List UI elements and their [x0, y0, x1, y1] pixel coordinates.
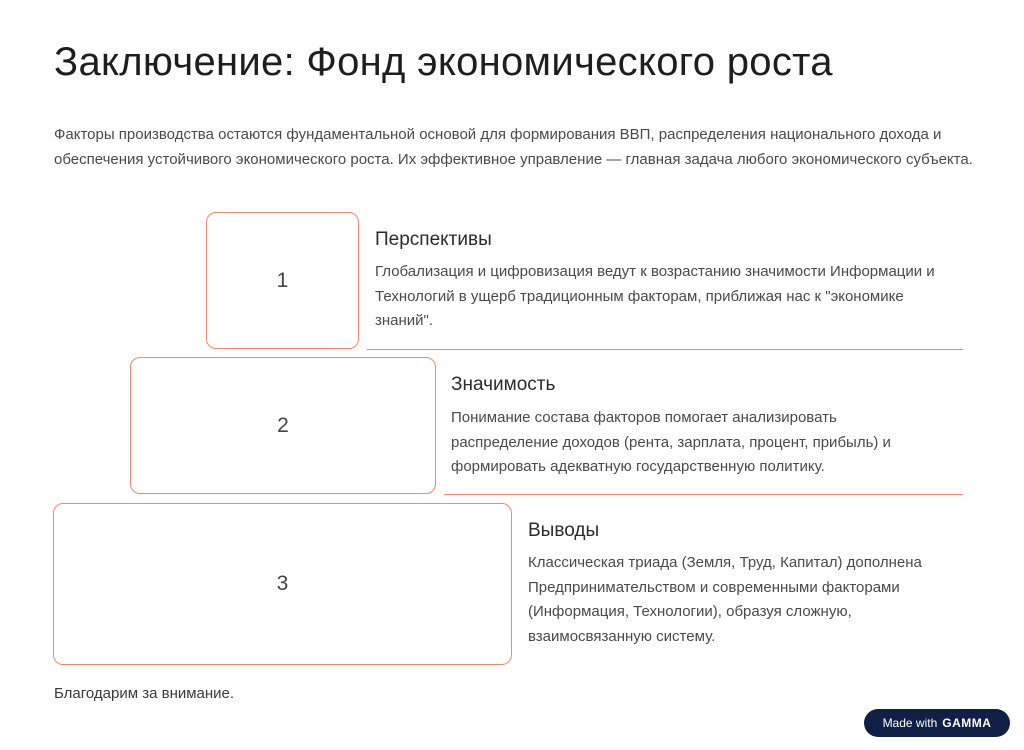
step-3-number: 3: [276, 572, 289, 595]
step-3-number-box: [53, 503, 512, 665]
badge-prefix: Made with: [882, 716, 938, 730]
step-3-description: Классическая триада (Земля, Труд, Капитал) дополнена Предпринимательством и современными факторами (Информация, Технологии), образуя сложную, взаимосвязанную систему.: [528, 554, 922, 645]
page-title: Заключение: Фонд экономического роста: [54, 40, 833, 84]
step-1-number: 1: [276, 268, 289, 292]
step-2-description: Понимание состава факторов помогает анализировать распределение доходов (рента, зарплата, процент, прибыль) и формировать адекватную государственную политику.: [451, 409, 891, 475]
step-2-number-box: [130, 357, 436, 494]
made-with-gamma-badge[interactable]: [864, 709, 1010, 737]
step-2-number: 2: [277, 413, 289, 437]
step-2-title: Значимость: [451, 374, 556, 395]
step-1-divider: [367, 349, 963, 350]
step-1-title: Перспективы: [375, 229, 492, 250]
step-1-number-box: [206, 212, 359, 349]
step-3-title: Выводы: [528, 520, 600, 541]
step-1-description: Глобализация и цифровизация ведут к возрастанию значимости Информации и Технологий в ущерб традиционным факторам, приближая нас к "экономике знаний".: [375, 263, 935, 329]
thanks-note: Благодарим за внимание.: [54, 685, 235, 702]
gamma-logo: GAMMA: [942, 716, 992, 730]
step-2-divider: [444, 494, 963, 495]
intro-paragraph: Факторы производства остаются фундаментальной основой для формирования ВВП, распределения национального дохода и обеспечения устойчивого экономического роста. Их эффективное управление — главная задача любого экономического субъекта.: [54, 126, 973, 168]
